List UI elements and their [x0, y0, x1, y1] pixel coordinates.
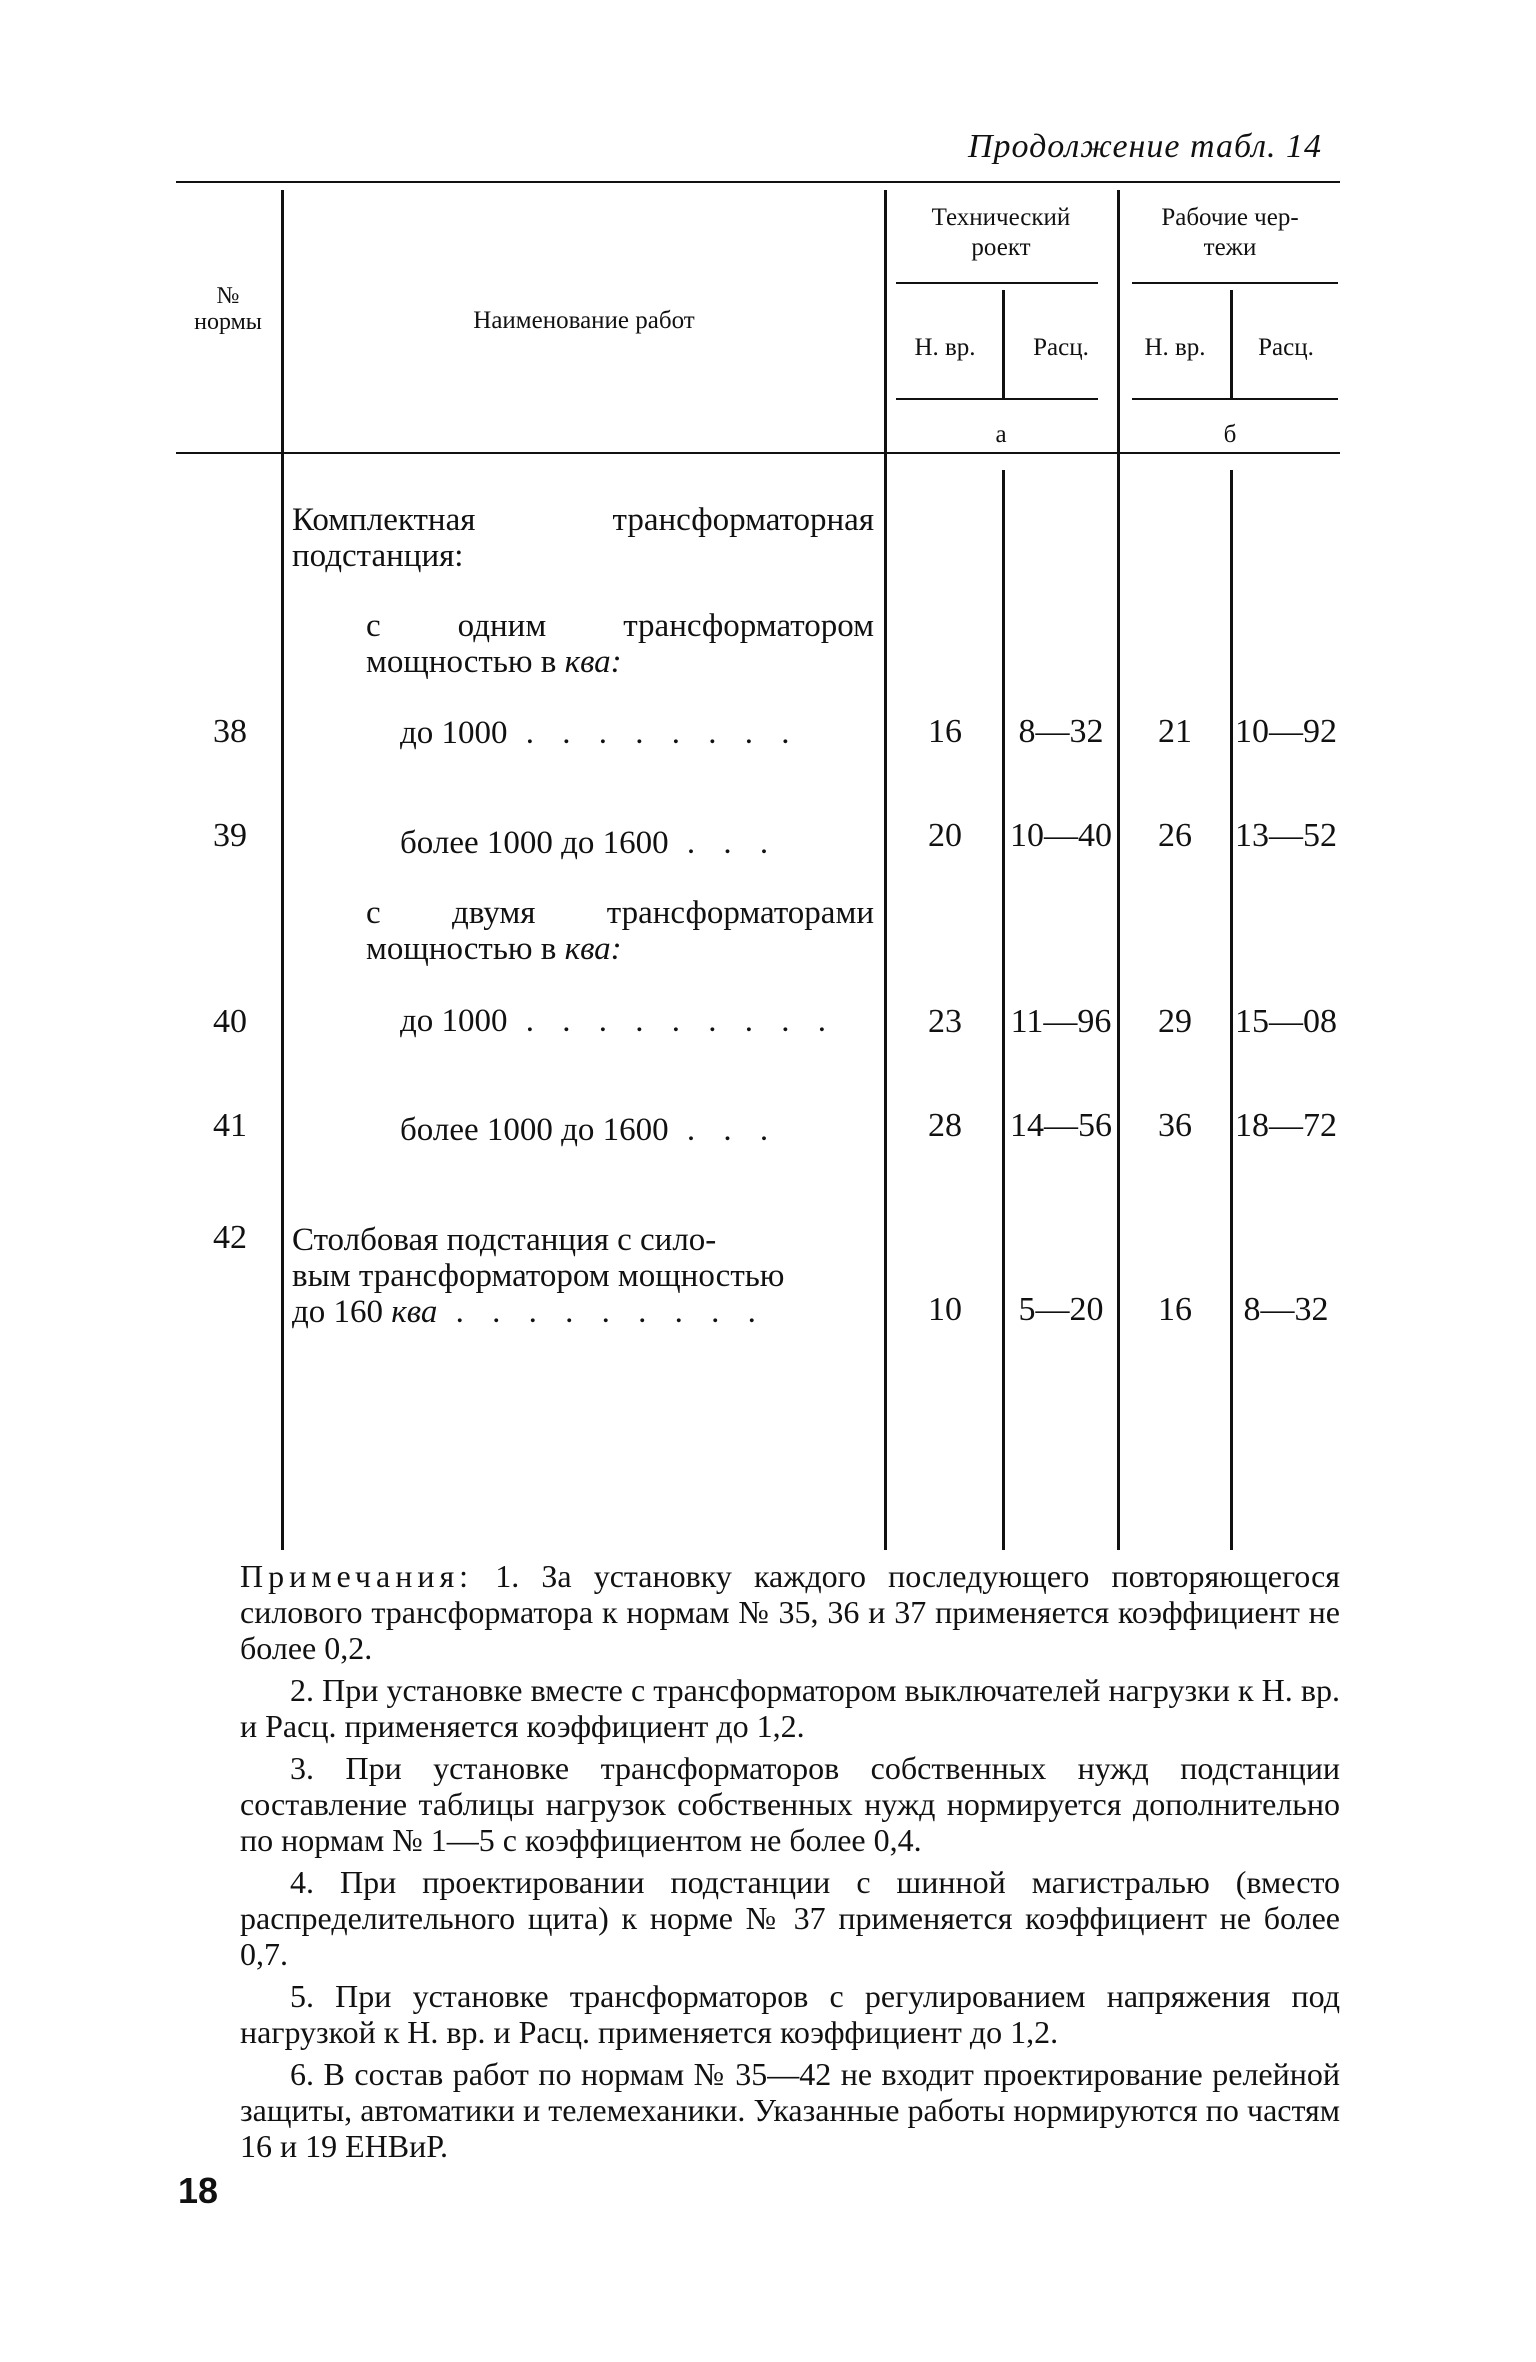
notes-block: [240, 1558, 1340, 2170]
row-41-b-rasc: 18—72: [1235, 1107, 1337, 1144]
row-42-no: 42: [213, 1219, 247, 1256]
header-sub-rule-b2: [1132, 398, 1338, 400]
row-38-no: 38: [213, 713, 247, 750]
row-38-name-text: до 1000: [400, 715, 508, 751]
row-42-line2: вым трансформатором мощностью: [292, 1258, 785, 1294]
header-col-b: б: [1223, 421, 1237, 448]
header-sub-rule-b: [1132, 282, 1338, 284]
row-42-line3-text: до 160: [292, 1294, 384, 1330]
header-b-nvr: Н. вр.: [1144, 334, 1206, 361]
row-41-no: 41: [213, 1107, 247, 1144]
dot-leader: . . .: [668, 1112, 779, 1148]
note-1: [240, 1558, 1340, 1666]
row-41-a-rasc: 14—56: [1010, 1107, 1112, 1144]
header-sub-rule-a: [896, 282, 1098, 284]
header-work-name: Наименование работ: [473, 307, 695, 334]
row-39-b-rasc: 13—52: [1235, 817, 1337, 854]
header-norm-no: № нормы: [194, 283, 262, 335]
col-sep-1: [281, 190, 284, 1550]
row-40-a-nvr: 23: [928, 1003, 962, 1040]
row-41-b-nvr: 36: [1158, 1107, 1192, 1144]
group-sub-single: [366, 608, 874, 680]
row-38-a-rasc: 8—32: [1018, 713, 1104, 750]
row-39-no: 39: [213, 817, 247, 854]
table-top-rule: [176, 181, 1340, 183]
row-42-a-rasc: 5—20: [1018, 1291, 1104, 1328]
col-sep-2: [884, 190, 887, 1550]
table-caption: Продолжение табл. 14: [968, 128, 1323, 165]
row-40-name: [400, 1003, 880, 1039]
row-40-b-nvr: 29: [1158, 1003, 1192, 1040]
note-4: 4. При проектировании подстанции с шинной магистралью (вместо распределительного щита) к норме № 37 применяется коэффициент не более 0,7.: [240, 1864, 1340, 1972]
header-b-rasc: Расц.: [1258, 334, 1314, 361]
unit-kva: ква: [391, 1294, 438, 1330]
row-41-a-nvr: 28: [928, 1107, 962, 1144]
header-a-rasc: Расц.: [1033, 334, 1089, 361]
header-col-a: а: [995, 421, 1007, 448]
group-sub-double: [366, 895, 874, 967]
header-a-nvr: Н. вр.: [914, 334, 976, 361]
row-40-b-rasc: 15—08: [1235, 1003, 1337, 1040]
header-working-drawings: Рабочие чер- тежи: [1161, 204, 1299, 261]
dot-leader: . . .: [668, 825, 779, 861]
note-5: 5. При установке трансформаторов с регулированием напряжения под нагрузкой к Н. вр. и Расц. применяется коэффициент до 1,2.: [240, 1978, 1340, 2050]
group-title: Комплектная трансформаторная подстанция:: [292, 502, 874, 574]
group-sub-double-text: с двумя трансформаторами мощностью в: [366, 895, 874, 967]
unit-kva: ква:: [564, 644, 622, 680]
row-41-name-text: более 1000 до 1600: [400, 1112, 669, 1148]
dot-leader: . . . . . . . .: [507, 715, 800, 751]
header-bottom-rule: [176, 452, 1340, 454]
row-39-name: [400, 825, 880, 861]
unit-kva: ква:: [564, 931, 622, 967]
note-1-text: 1. За установку каждого последующего повторяющегося силового трансформатора к нормам № 35, 36 и 37 применяется коэффициент не более 0,2.: [240, 1558, 1341, 1666]
notes-label: Примечания:: [240, 1558, 474, 1594]
row-38-a-nvr: 16: [928, 713, 962, 750]
dot-leader: . . . . . . . . .: [507, 1003, 837, 1039]
row-38-name: [400, 715, 880, 751]
row-42-a-nvr: 10: [928, 1291, 962, 1328]
row-42-line1: Столбовая подстанция с сило-: [292, 1222, 717, 1258]
dot-leader: . . . . . . . . .: [437, 1294, 766, 1330]
group-sub-single-text: с одним трансформатором мощностью в: [366, 608, 874, 680]
row-38-b-rasc: 10—92: [1235, 713, 1337, 750]
row-40-a-rasc: 11—96: [1010, 1003, 1112, 1040]
row-41-name: [400, 1112, 880, 1148]
note-6: 6. В состав работ по нормам № 35—42 не входит проектирование релейной защиты, автоматики и телемеханики. Указанные работы нормируются по частям 16 и 19 ЕНВиР.: [240, 2056, 1340, 2164]
row-42-line3: [292, 1294, 874, 1330]
row-42-name: [292, 1222, 874, 1330]
row-39-b-nvr: 26: [1158, 817, 1192, 854]
row-42-b-nvr: 16: [1158, 1291, 1192, 1328]
header-tech-project: Технический роект: [931, 204, 1071, 261]
row-40-no: 40: [213, 1003, 247, 1040]
row-39-a-rasc: 10—40: [1010, 817, 1112, 854]
header-sub-rule-a2: [896, 398, 1098, 400]
row-40-name-text: до 1000: [400, 1003, 508, 1039]
col-sep-4: [1117, 190, 1120, 1550]
row-39-a-nvr: 20: [928, 817, 962, 854]
page-number: 18: [178, 2170, 219, 2211]
row-42-b-rasc: 8—32: [1243, 1291, 1329, 1328]
note-2: 2. При установке вместе с трансформатором выключателей нагрузки к Н. вр. и Расц. применяется коэффициент до 1,2.: [240, 1672, 1340, 1744]
note-3: 3. При установке трансформаторов собственных нужд подстанции составление таблицы нагрузок собственных нужд нормируется дополнительно по нормам № 1—5 с коэффициентом не более 0,4.: [240, 1750, 1340, 1858]
row-39-name-text: более 1000 до 1600: [400, 825, 669, 861]
row-38-b-nvr: 21: [1158, 713, 1192, 750]
